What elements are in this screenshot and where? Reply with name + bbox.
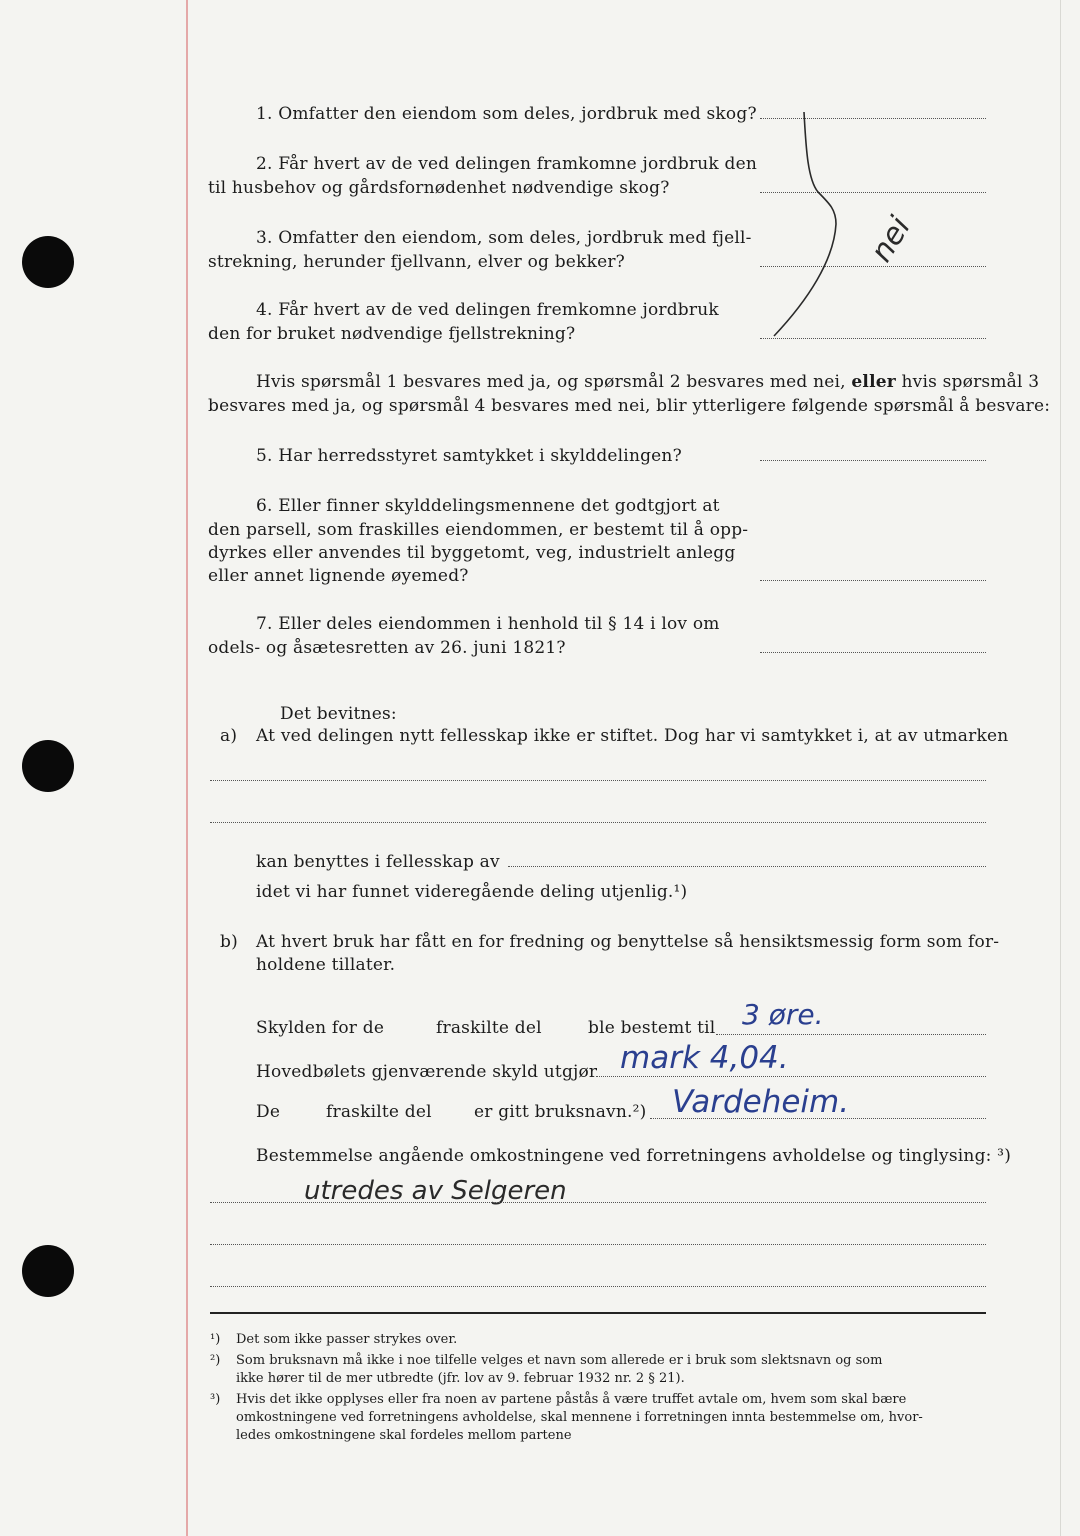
question-1: 1. Omfatter den eiendom som deles, jordbruk med skog? (256, 104, 757, 124)
omk-field-line-2[interactable] (210, 1244, 986, 1245)
omk-handwritten-value: utredes av Selgeren (304, 1176, 567, 1206)
navn-label-1: De (256, 1102, 281, 1122)
utmark-field-line-1[interactable] (210, 780, 986, 781)
punch-hole (22, 1245, 74, 1297)
attestation-a-closing: idet vi har funnet videregående deling utjenlig.¹) (256, 882, 688, 902)
question-7-line-2: odels- og åsætesretten av 26. juni 1821? (208, 638, 566, 658)
skyld-handwritten-value: 3 øre. (742, 998, 824, 1031)
footnote-1-text: Det som ikke passer strykes over. (236, 1332, 458, 1347)
hoved-field[interactable] (596, 1076, 986, 1077)
answer-field-6[interactable] (760, 580, 986, 581)
attestation-b-line-2: holdene tillater. (256, 955, 396, 975)
question-4-line-2: den for bruket nødvendige fjellstrekning? (208, 324, 576, 344)
punch-hole (22, 236, 74, 288)
question-4-line-1: 4. Får hvert av de ved delingen fremkomne jordbruk (256, 300, 719, 320)
footnote-3-line-3: ledes omkostningene skal fordeles mellom partene (236, 1428, 572, 1443)
navn-label-3: er gitt bruksnavn.²) (474, 1102, 647, 1122)
question-3-line-2: strekning, herunder fjellvann, elver og bekker? (208, 252, 625, 272)
footnote-3-line-2: omkostningene ved forretningens avholdelse, skal mennene i forretningen innta bestemmelse om, hvor- (236, 1410, 923, 1425)
hoved-label: Hovedbølets gjenværende skyld utgjør (256, 1062, 598, 1082)
footnote-2-mark: ²) (210, 1353, 221, 1368)
skyld-field[interactable] (716, 1034, 986, 1035)
utmark-field-line-2[interactable] (210, 822, 986, 823)
hoved-handwritten-value: mark 4,04. (620, 1040, 789, 1076)
skyld-label-2: fraskilte del (436, 1018, 542, 1038)
answer-field-5[interactable] (760, 460, 986, 461)
skyld-label-3: ble bestemt til (588, 1018, 716, 1038)
footnote-2-line-1: Som bruksnavn må ikke i noe tilfelle velges et navn som allerede er i bruk som slektsnavn og som (236, 1353, 883, 1368)
navn-handwritten-value: Vardeheim. (672, 1084, 850, 1120)
question-7-line-1: 7. Eller deles eiendommen i henhold til § 14 i lov om (256, 614, 720, 634)
question-6-line-3: dyrkes eller anvendes til byggetomt, veg, industrielt anlegg (208, 543, 736, 563)
attestation-b-label: b) (220, 932, 238, 952)
footnote-2-line-2: ikke hører til de mer utbredte (jfr. lov av 9. februar 1932 nr. 2 § 21). (236, 1371, 685, 1386)
omk-label: Bestemmelse angående omkostningene ved forretningens avholdelse og tinglysing: ³) (256, 1146, 1012, 1166)
question-2-line-1: 2. Får hvert av de ved delingen framkomne jordbruk den (256, 154, 758, 174)
attestation-a-label: a) (220, 726, 238, 746)
fellesskap-field[interactable] (508, 866, 986, 867)
footnote-1-mark: ¹) (210, 1332, 221, 1347)
conditional-line-1: Hvis spørsmål 1 besvares med ja, og spørsmål 2 besvares med nei, eller hvis spørsmål 3 (256, 372, 1040, 392)
punch-hole (22, 740, 74, 792)
question-6-line-1: 6. Eller finner skylddelingsmennene det godtgjort at (256, 496, 720, 516)
omk-field-line-1[interactable] (210, 1202, 986, 1203)
margin-line (186, 0, 188, 1536)
conditional-line-2: besvares med ja, og spørsmål 4 besvares med nei, blir ytterligere følgende spørsmål å besvare: (208, 396, 1051, 416)
question-6-line-4: eller annet lignende øyemed? (208, 566, 469, 586)
question-5: 5. Har herredsstyret samtykket i skylddelingen? (256, 446, 682, 466)
navn-label-2: fraskilte del (326, 1102, 432, 1122)
attestation-b-line-1: At hvert bruk har fått en for fredning og benyttelse så hensiktsmessig form som for- (256, 932, 1000, 952)
answer-field-7[interactable] (760, 652, 986, 653)
page-edge (1060, 0, 1061, 1536)
footnote-3-mark: ³) (210, 1392, 221, 1407)
question-2-line-2: til husbehov og gårdsfornødenhet nødvendige skog? (208, 178, 670, 198)
question-6-line-2: den parsell, som fraskilles eiendommen, er bestemt til å opp- (208, 520, 749, 540)
skyld-label-1: Skylden for de (256, 1018, 385, 1038)
omk-field-line-3[interactable] (210, 1286, 986, 1287)
fellesskap-label: kan benyttes i fellesskap av (256, 852, 500, 872)
handwritten-brace (760, 100, 880, 350)
footnote-divider (210, 1312, 986, 1314)
question-3-line-1: 3. Omfatter den eiendom, som deles, jordbruk med fjell- (256, 228, 752, 248)
attestation-heading: Det bevitnes: (280, 704, 397, 724)
footnote-3-line-1: Hvis det ikke opplyses eller fra noen av partene påstås å være truffet avtale om, hvem som skal bære (236, 1392, 907, 1407)
attestation-a-text: At ved delingen nytt fellesskap ikke er stiftet. Dog har vi samtykket i, at av utmarken (256, 726, 1009, 746)
handwritten-answer-nei: nei (863, 210, 918, 269)
